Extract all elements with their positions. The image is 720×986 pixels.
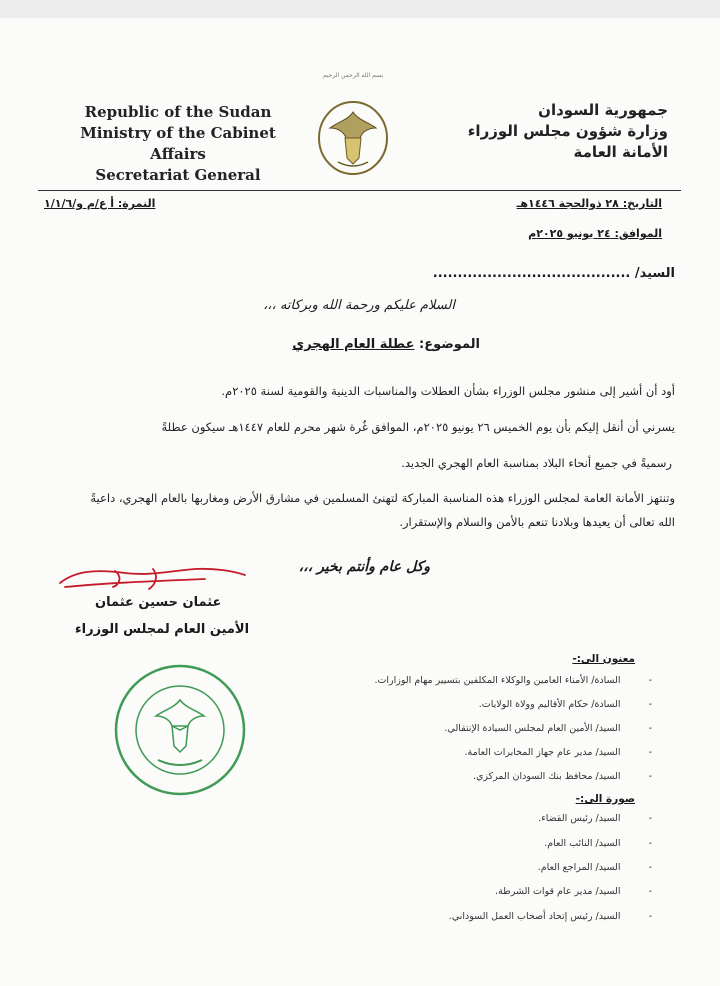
country-en: Republic of the Sudan — [84, 103, 272, 121]
body-paragraph-2-line-2: رسميةً في جميع أنحاء البلاد بمناسبة العام الهجري الجديد. — [401, 456, 672, 470]
distribution-cc-item: -السيد/ المراجع العام. — [537, 862, 652, 873]
country-ar: جمهورية السودان — [538, 101, 668, 119]
distribution-to-item: -السيد/ الأمين العام لمجلس السيادة الإنتقالي. — [444, 723, 652, 734]
official-stamp-icon — [110, 660, 250, 800]
sudan-emblem-icon — [308, 92, 398, 184]
distribution-to-item: -السادة/ الأمناء العامين والوكلاء المكلفين بتسيير مهام الوزارات. — [374, 675, 652, 686]
closing-line: وكل عام وأنتم بخير ،،، — [298, 559, 430, 575]
distribution-cc-label: صورة الى:- — [575, 793, 635, 805]
greeting: السلام عليكم ورحمة الله وبركاته ،،، — [263, 298, 455, 313]
subject-line — [292, 337, 480, 352]
english-letterhead — [58, 102, 298, 186]
subject-value: عطلة العام الهجري — [292, 337, 415, 352]
ministry-ar: وزارة شؤون مجلس الوزراء — [467, 122, 668, 140]
distribution-cc-item: -السيد/ رئيس القضاء. — [538, 813, 652, 824]
signer-title: الأمين العام لمجلس الوزراء — [75, 622, 250, 637]
body-paragraph-3-line-2: الله تعالى أن يعيدها وبلادنا تنعم بالأمن والسلام والإستقرار. — [399, 515, 675, 529]
distribution-cc-item: -السيد/ رئيس إتحاد أصحاب العمل السوداني. — [448, 911, 652, 922]
header-divider — [38, 190, 681, 191]
signer-name: عثمان حسين عثمان — [95, 595, 222, 610]
top-bar — [0, 0, 720, 18]
arabic-letterhead — [428, 100, 668, 163]
gregorian-date: الموافق: ٢٤ يونيو ٢٠٢٥م — [528, 227, 662, 240]
body-paragraph-2-line-1: يسرني أن أنقل إليكم بأن يوم الخميس ٢٦ يونيو ٢٠٢٥م، الموافق غُرة شهر محرم للعام ١٤٤٧هـ سيكون عطلةً — [161, 420, 675, 434]
addressee: السيد/ ........................................ — [432, 266, 675, 281]
body-paragraph-3-line-1: وتنتهز الأمانة العامة لمجلس الوزراء هذه المناسبة المباركة لتهنئ المسلمين في مشارق الأرض ومغاربها بالعام الهجري، داعيةً — [90, 491, 675, 505]
basmala: بسم الله الرحمن الرحيم — [322, 72, 384, 79]
distribution-to-item: -السادة/ حكام الأقاليم وولاة الولايات. — [478, 699, 652, 710]
ministry-en: Ministry of the Cabinet Affairs — [80, 124, 276, 163]
distribution-cc-item: -السيد/ مدير عام قوات الشرطة. — [495, 886, 652, 897]
secretariat-en: Secretariat General — [95, 166, 261, 184]
distribution-cc-item: -السيد/ النائب العام. — [544, 838, 652, 849]
subject-label: الموضوع: — [419, 337, 480, 352]
secretariat-ar: الأمانة العامة — [573, 143, 668, 161]
reference-number: النمرة: أ ع/م و/١/١/٦ — [44, 197, 156, 210]
distribution-to-item: -السيد/ مدير عام جهاز المخابرات العامة. — [464, 747, 652, 758]
hijri-date: التاريخ: ٢٨ ذوالحجة ١٤٤٦هـ — [516, 197, 662, 210]
distribution-to-item: -السيد/ محافظ بنك السودان المركزي. — [472, 771, 652, 782]
body-paragraph-1: أود أن أشير إلى منشور مجلس الوزراء بشأن العطلات والمناسبات الدينية والقومية لسنة ٢٠٢٥م. — [221, 384, 675, 398]
distribution-to-label: معنون الى:- — [572, 653, 635, 665]
